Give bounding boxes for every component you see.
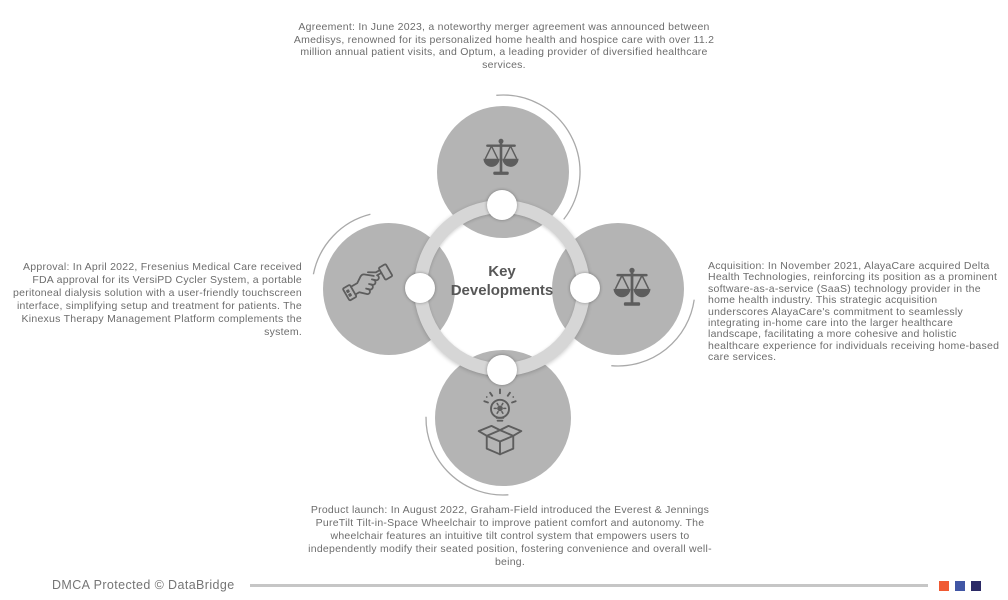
handshake-icon (342, 263, 394, 303)
center-label: Key Developments (450, 263, 554, 299)
brand-square-orange (939, 581, 949, 591)
agreement-note: Agreement: In June 2023, a noteworthy merger agreement was announced between Amedisys, renowned for its personalized home health and hospice care with over 11.2 million annual patient visits, and Optum, a leading provider of diversified healthcare services. (293, 21, 715, 71)
product-launch-note: Product launch: In August 2022, Graham-Field introduced the Everest & Jennings PureTilt Tilt-in-Space Wheelchair to improve patient comfort and autonomy. The wheelchair features an intuitive tilt control system that empowers users to independently modify their seated position, fostering convenience and overall well-being. (308, 504, 712, 568)
brand-square-navy (971, 581, 981, 591)
dmca-notice: DMCA Protected © DataBridge (52, 578, 235, 592)
brand-square-blue (955, 581, 965, 591)
ring-node-bottom (487, 355, 517, 385)
acquisition-note: Acquisition: In November 2021, AlayaCare acquired Delta Health Technologies, reinforcing its position as a prominent software-as-a-service (SaaS) technology provider in the home health industry. This strategic acquisition underscores AlayaCare's commitment to seamlessly integrating in-home care into the larger healthcare landscape, facilitating a more cohesive and holistic healthcare experience for individuals receiving home-based care services. (708, 260, 1000, 364)
scales-icon (482, 137, 520, 180)
product-launch-icon (477, 388, 523, 460)
ring-node-right (570, 273, 600, 303)
approval-note: Approval: In April 2022, Fresenius Medical Care received FDA approval for its VersiPD Cycler System, a portable peritoneal dialysis solution with a user-friendly touchscreen interface, simplifying setup and treatment for patients. The Kinexus Therapy Management Platform complements the system. (13, 261, 302, 338)
scales-icon (612, 266, 652, 311)
ring-node-top (487, 190, 517, 220)
footer-divider (250, 584, 928, 587)
ring-node-left (405, 273, 435, 303)
